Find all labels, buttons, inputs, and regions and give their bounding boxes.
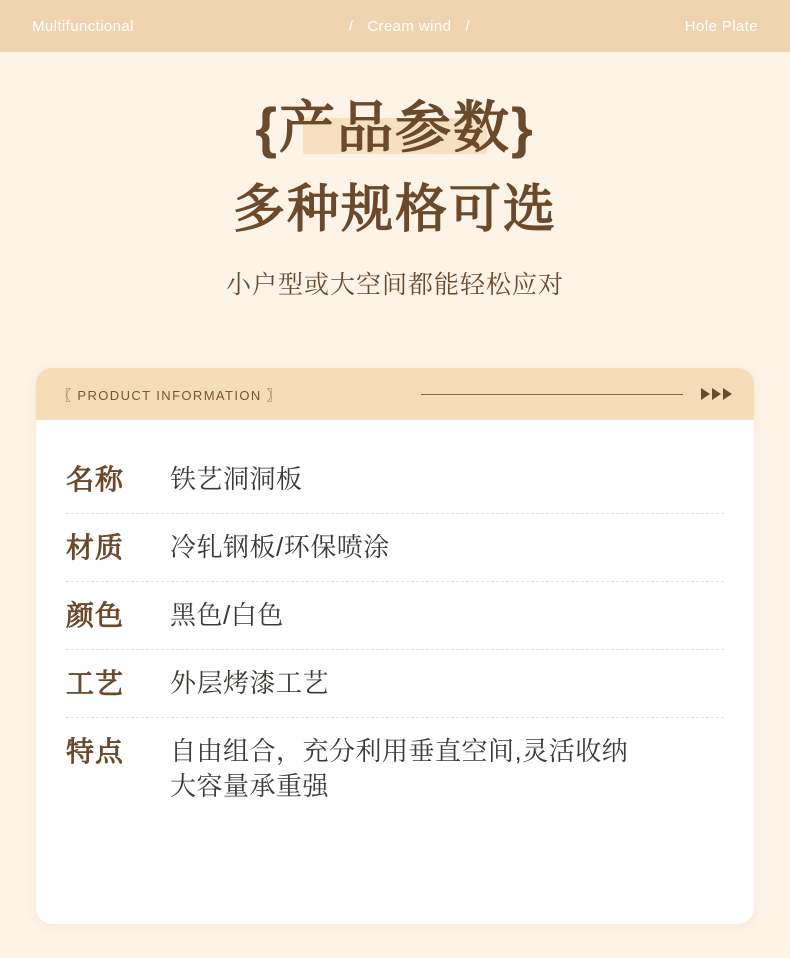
page-title-text: 产品参数 — [279, 96, 511, 159]
card-header-label: 〖 PRODUCT INFORMATION 〗 — [58, 387, 282, 403]
spec-value: 黑色/白色 — [170, 600, 284, 631]
hero-title-wrapper — [255, 96, 535, 159]
spec-label: 名称 — [66, 464, 125, 495]
table-row — [66, 718, 724, 820]
product-information-card — [36, 368, 754, 924]
topbar-slash-right: / — [465, 17, 470, 35]
table-row — [66, 650, 724, 717]
spec-label: 颜色 — [66, 600, 125, 632]
spec-value: 外层烤漆工艺 — [170, 668, 330, 699]
topbar-center-label: Cream wind — [367, 17, 452, 35]
page-title — [255, 96, 535, 159]
hero-description: 小户型或大空间都能轻松应对 — [225, 271, 564, 300]
topbar-center-group — [134, 18, 685, 35]
spec-value-line1: 自由组合，充分利用垂直空间,灵活收纳 — [170, 736, 629, 767]
hero-subtitle: 多种规格可选 — [232, 181, 557, 239]
arrows-right-icon — [701, 388, 732, 400]
topbar-slash-left: / — [348, 17, 354, 35]
table-row — [66, 582, 724, 649]
spec-label: 材质 — [66, 532, 125, 564]
header-rule — [421, 394, 683, 395]
brace-right: } — [511, 96, 535, 159]
table-row — [66, 514, 724, 581]
brace-left: { — [255, 96, 279, 159]
table-row — [66, 446, 724, 513]
card-header — [36, 368, 754, 420]
topbar-left-label: Multifunctional — [32, 17, 134, 35]
top-bar — [0, 0, 790, 52]
hero-section — [0, 52, 790, 301]
topbar-right-label: Hole Plate — [684, 17, 758, 35]
spec-label: 工艺 — [66, 668, 125, 700]
spec-table — [36, 420, 754, 821]
spec-label: 特点 — [66, 736, 125, 768]
spec-value: 铁艺洞洞板 — [170, 464, 303, 494]
spec-value: 冷轧钢板/环保喷涂 — [170, 532, 390, 563]
spec-value — [170, 734, 628, 804]
spec-value-line2: 大容量承重强 — [170, 771, 330, 802]
